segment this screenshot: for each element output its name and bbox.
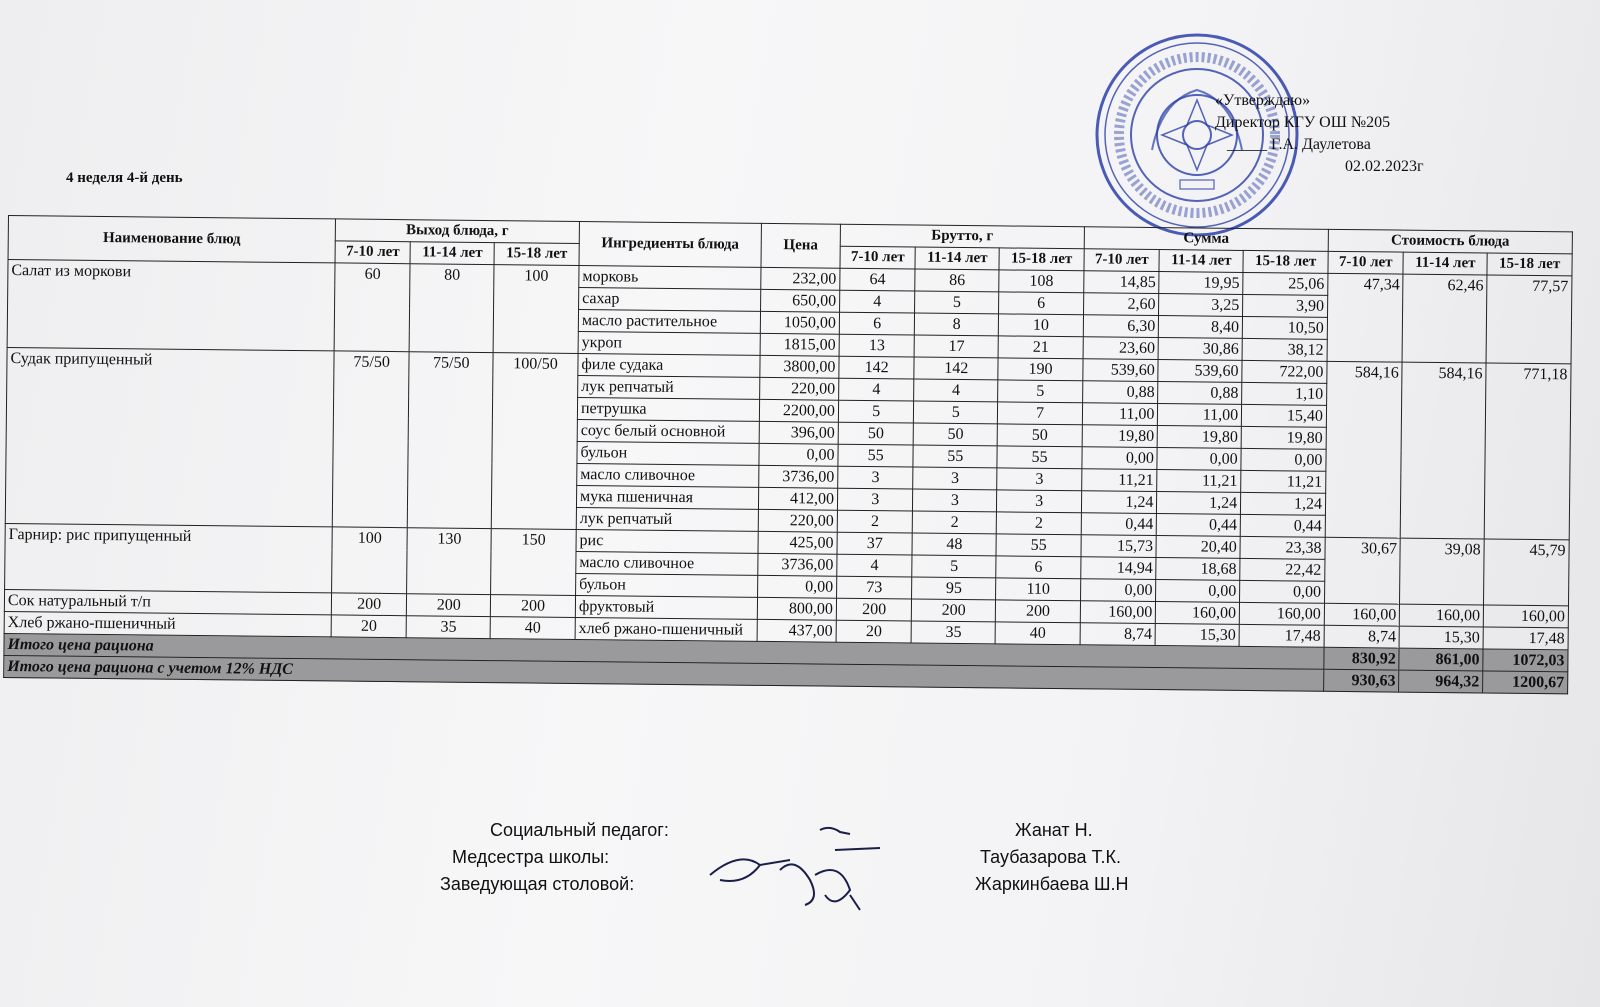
header-sum-age1: 7-10 лет bbox=[1084, 249, 1160, 272]
ingredient-brutto: 55 bbox=[913, 445, 997, 468]
ingredient-brutto: 3 bbox=[913, 489, 997, 512]
ingredient-sum: 0,00 bbox=[1080, 579, 1156, 602]
ingredient-sum: 539,60 bbox=[1083, 359, 1159, 382]
ingredient-name: рис bbox=[576, 529, 758, 553]
total-label: Итого цена рациона с учетом 12% НДС bbox=[4, 655, 1324, 691]
ingredient-sum: 160,00 bbox=[1156, 602, 1240, 625]
ingredient-sum: 15,73 bbox=[1081, 535, 1157, 558]
ingredient-name: бульон bbox=[577, 441, 759, 465]
ingredient-price: 3736,00 bbox=[758, 553, 837, 576]
ingredient-brutto: 110 bbox=[996, 578, 1081, 601]
ingredient-brutto: 73 bbox=[837, 576, 913, 599]
ingredient-brutto: 50 bbox=[838, 422, 914, 445]
ingredient-sum: 38,12 bbox=[1242, 338, 1327, 361]
ingredient-brutto: 3 bbox=[837, 488, 913, 511]
ingredient-sum: 25,06 bbox=[1243, 272, 1328, 295]
ingredient-brutto: 13 bbox=[839, 334, 915, 357]
dish-name: Судак припущенный bbox=[5, 347, 334, 526]
ingredient-brutto: 142 bbox=[914, 357, 998, 380]
ingredient-brutto: 200 bbox=[912, 599, 996, 622]
ingredient-price: 425,00 bbox=[758, 531, 837, 554]
ingredient-brutto: 95 bbox=[912, 577, 996, 600]
ingredient-brutto: 40 bbox=[995, 622, 1080, 645]
ingredient-brutto: 5 bbox=[914, 401, 998, 424]
approval-date: 02.02.2023г bbox=[1345, 158, 1424, 175]
signature-role: Заведующая столовой: bbox=[440, 874, 635, 894]
ingredient-brutto: 6 bbox=[999, 292, 1084, 315]
ingredient-price: 1050,00 bbox=[760, 311, 839, 334]
ingredient-sum: 1,24 bbox=[1241, 492, 1326, 515]
ingredient-name: укроп bbox=[578, 331, 760, 355]
ingredient-brutto: 5 bbox=[912, 555, 996, 578]
ingredient-sum: 10,50 bbox=[1242, 316, 1327, 339]
ingredient-price: 396,00 bbox=[759, 421, 838, 444]
ingredient-brutto: 37 bbox=[837, 532, 913, 555]
dish-name: Салат из моркови bbox=[7, 260, 335, 351]
ingredient-sum: 0,00 bbox=[1241, 448, 1326, 471]
ingredient-price: 412,00 bbox=[758, 487, 837, 510]
ingredient-name: лук репчатый bbox=[576, 507, 758, 531]
ingredient-brutto: 142 bbox=[839, 356, 915, 379]
ingredient-brutto: 55 bbox=[997, 446, 1082, 469]
ingredient-sum: 0,00 bbox=[1157, 448, 1241, 471]
ingredient-sum: 19,80 bbox=[1158, 426, 1242, 449]
dish-cost: 584,16 bbox=[1401, 362, 1487, 539]
ingredient-name: бульон bbox=[576, 573, 758, 597]
ingredient-sum: 0,44 bbox=[1240, 514, 1325, 537]
ingredient-price: 0,00 bbox=[758, 575, 837, 598]
ingredient-sum: 8,40 bbox=[1159, 316, 1243, 339]
ingredient-sum: 722,00 bbox=[1242, 360, 1327, 383]
dish-cost: 17,48 bbox=[1483, 627, 1568, 650]
ingredient-price: 437,00 bbox=[757, 619, 836, 642]
header-sum: Сумма bbox=[1084, 227, 1328, 252]
dish-yield: 100 bbox=[493, 265, 579, 354]
dish-cost: 62,46 bbox=[1402, 274, 1487, 363]
total-value: 1072,03 bbox=[1483, 649, 1568, 672]
ingredient-name: петрушка bbox=[577, 397, 759, 421]
ingredient-price: 232,00 bbox=[761, 267, 840, 290]
dish-yield: 100 bbox=[332, 527, 408, 594]
day-title: 4 неделя 4-й день bbox=[66, 170, 183, 186]
ingredient-sum: 14,94 bbox=[1081, 557, 1157, 580]
dish-yield: 200 bbox=[491, 595, 576, 618]
dish-yield: 40 bbox=[490, 617, 575, 640]
ingredient-name: масло растительное bbox=[578, 309, 760, 333]
header-brutto-age3: 15-18 лет bbox=[999, 248, 1084, 271]
ingredient-name: филе судака bbox=[578, 353, 760, 377]
header-cost-age3: 15-18 лет bbox=[1487, 253, 1572, 276]
ingredient-sum: 2,60 bbox=[1083, 293, 1159, 316]
ingredient-sum: 1,10 bbox=[1242, 382, 1327, 405]
ingredient-price: 220,00 bbox=[758, 509, 837, 532]
header-price: Цена bbox=[761, 223, 840, 268]
dish-yield: 130 bbox=[407, 528, 491, 595]
ingredient-sum: 6,30 bbox=[1083, 315, 1159, 338]
ingredient-sum: 0,00 bbox=[1156, 580, 1240, 603]
ingredient-brutto: 3 bbox=[997, 468, 1082, 491]
dish-cost: 160,00 bbox=[1483, 605, 1568, 628]
signature-name: Жаркинбаева Ш.Н bbox=[975, 874, 1129, 894]
ingredient-sum: 19,80 bbox=[1082, 425, 1158, 448]
ingredient-sum: 22,42 bbox=[1240, 558, 1325, 581]
header-cost-age2: 11-14 лет bbox=[1403, 252, 1487, 275]
ingredient-brutto: 4 bbox=[839, 378, 915, 401]
ingredient-sum: 160,00 bbox=[1239, 602, 1324, 625]
menu-body bbox=[4, 260, 1572, 694]
total-value: 1200,67 bbox=[1483, 671, 1568, 694]
ingredient-brutto: 3 bbox=[913, 467, 997, 490]
ingredient-brutto: 64 bbox=[840, 268, 916, 291]
ingredient-sum: 20,40 bbox=[1156, 536, 1240, 559]
ingredient-brutto: 2 bbox=[837, 510, 913, 533]
ingredient-brutto: 5 bbox=[998, 380, 1083, 403]
ingredient-brutto: 17 bbox=[915, 335, 999, 358]
ingredient-sum: 23,60 bbox=[1083, 337, 1159, 360]
ingredient-sum: 14,85 bbox=[1084, 271, 1160, 294]
dish-yield: 150 bbox=[491, 529, 576, 596]
ingredient-brutto: 5 bbox=[838, 400, 914, 423]
ingredient-sum: 15,40 bbox=[1242, 404, 1327, 427]
dish-cost: 77,57 bbox=[1486, 275, 1572, 364]
header-cost-age1: 7-10 лет bbox=[1328, 251, 1404, 274]
ingredient-name: лук репчатый bbox=[578, 375, 760, 399]
ingredient-sum: 30,86 bbox=[1158, 338, 1242, 361]
ingredient-sum: 0,44 bbox=[1157, 514, 1241, 537]
header-dish: Наименование блюд bbox=[8, 216, 335, 263]
ingredient-brutto: 8 bbox=[915, 313, 999, 336]
ingredient-brutto: 2 bbox=[913, 511, 997, 534]
dish-yield: 35 bbox=[407, 616, 491, 639]
ingredient-sum: 160,00 bbox=[1080, 601, 1156, 624]
ingredient-brutto: 108 bbox=[999, 270, 1084, 293]
ingredient-brutto: 3 bbox=[997, 490, 1082, 513]
signature-name: Жанат Н. bbox=[1015, 820, 1093, 840]
ingredient-brutto: 20 bbox=[836, 620, 912, 643]
dish-yield: 20 bbox=[331, 615, 407, 638]
dish-cost: 47,34 bbox=[1327, 273, 1403, 362]
dish-yield: 200 bbox=[331, 593, 407, 616]
dish-cost: 45,79 bbox=[1484, 539, 1570, 606]
header-brutto: Брутто, г bbox=[840, 224, 1084, 249]
ingredient-brutto: 50 bbox=[997, 424, 1082, 447]
ingredient-price: 1815,00 bbox=[760, 333, 839, 356]
ingredient-price: 3736,00 bbox=[759, 465, 838, 488]
ingredient-brutto: 7 bbox=[998, 402, 1083, 425]
dish-cost: 160,00 bbox=[1324, 603, 1400, 626]
ingredient-name: масло сливочное bbox=[576, 551, 758, 575]
dish-cost: 39,08 bbox=[1400, 538, 1484, 605]
ingredient-name: фруктовый bbox=[575, 595, 757, 619]
total-value: 861,00 bbox=[1399, 648, 1483, 671]
approval-block bbox=[1215, 90, 1424, 178]
ingredient-sum: 539,60 bbox=[1158, 360, 1242, 383]
ingredient-sum: 1,24 bbox=[1081, 491, 1157, 514]
menu-table bbox=[3, 215, 1573, 694]
ingredient-brutto: 5 bbox=[915, 291, 999, 314]
header-sum-age3: 15-18 лет bbox=[1243, 250, 1328, 273]
ingredient-price: 0,00 bbox=[759, 443, 838, 466]
dish-cost: 160,00 bbox=[1400, 604, 1484, 627]
ingredient-sum: 3,25 bbox=[1159, 294, 1243, 317]
ingredient-brutto: 4 bbox=[837, 554, 913, 577]
signature-name: Таубазарова Т.К. bbox=[980, 847, 1122, 867]
ingredient-name: соус белый основной bbox=[577, 419, 759, 443]
ingredient-name: масло сливочное bbox=[577, 463, 759, 487]
header-cost: Стоимость блюда bbox=[1328, 229, 1572, 254]
ingredient-price: 3800,00 bbox=[760, 355, 839, 378]
dish-cost: 15,30 bbox=[1399, 626, 1483, 649]
ingredient-sum: 15,30 bbox=[1155, 624, 1239, 647]
ingredient-brutto: 86 bbox=[915, 269, 999, 292]
ingredient-brutto: 48 bbox=[912, 533, 996, 556]
dish-name: Сок натуральный т/п bbox=[4, 589, 331, 614]
ingredient-sum: 8,74 bbox=[1080, 623, 1156, 646]
ingredient-brutto: 55 bbox=[838, 444, 914, 467]
ingredient-sum: 11,21 bbox=[1241, 470, 1326, 493]
ingredient-sum: 0,00 bbox=[1240, 580, 1325, 603]
header-yield-age2: 11-14 лет bbox=[410, 242, 494, 265]
ingredient-sum: 11,21 bbox=[1157, 470, 1241, 493]
header-yield: Выход блюда, г bbox=[335, 219, 579, 244]
ingredient-sum: 11,21 bbox=[1082, 469, 1158, 492]
ingredient-brutto: 55 bbox=[996, 534, 1081, 557]
total-value: 830,92 bbox=[1324, 647, 1400, 670]
ingredient-brutto: 21 bbox=[998, 336, 1083, 359]
ingredient-price: 220,00 bbox=[760, 377, 839, 400]
dish-cost: 771,18 bbox=[1484, 363, 1571, 540]
ingredient-sum: 3,90 bbox=[1243, 294, 1328, 317]
ingredient-brutto: 4 bbox=[840, 290, 916, 313]
ingredient-brutto: 200 bbox=[836, 598, 912, 621]
ingredient-price: 800,00 bbox=[757, 597, 836, 620]
approval-name: _____ Г.А. Даулетова bbox=[1227, 136, 1371, 153]
ingredient-sum: 1,24 bbox=[1157, 492, 1241, 515]
ingredient-brutto: 50 bbox=[914, 423, 998, 446]
dish-yield: 75/50 bbox=[408, 352, 494, 529]
signature-role: Социальный педагог: bbox=[490, 820, 669, 840]
dish-cost: 584,16 bbox=[1325, 361, 1402, 538]
ingredient-brutto: 4 bbox=[914, 379, 998, 402]
ingredient-sum: 19,95 bbox=[1159, 272, 1243, 295]
header-yield-age3: 15-18 лет bbox=[494, 243, 579, 266]
signature-scribble-icon bbox=[700, 820, 890, 920]
ingredient-sum: 0,88 bbox=[1083, 381, 1159, 404]
dish-yield: 80 bbox=[410, 264, 495, 353]
dish-name: Гарнир: рис припущенный bbox=[5, 523, 333, 592]
ingredient-brutto: 200 bbox=[995, 600, 1080, 623]
total-value: 930,63 bbox=[1324, 669, 1400, 692]
signature-role: Медсестра школы: bbox=[452, 847, 610, 867]
header-ingredients: Ингредиенты блюда bbox=[579, 221, 761, 267]
ingredient-brutto: 6 bbox=[996, 556, 1081, 579]
dish-name: Хлеб ржано-пшеничный bbox=[4, 611, 331, 636]
dish-yield: 100/50 bbox=[491, 353, 578, 530]
dish-cost: 8,74 bbox=[1324, 625, 1400, 648]
ingredient-name: морковь bbox=[579, 265, 761, 289]
ingredient-name: сахар bbox=[579, 287, 761, 311]
header-sum-age2: 11-14 лет bbox=[1159, 250, 1243, 273]
ingredient-sum: 11,00 bbox=[1082, 403, 1158, 426]
ingredient-price: 650,00 bbox=[761, 289, 840, 312]
ingredient-sum: 11,00 bbox=[1158, 404, 1242, 427]
total-value: 964,32 bbox=[1399, 670, 1483, 693]
ingredient-brutto: 6 bbox=[839, 312, 915, 335]
ingredient-sum: 0,00 bbox=[1082, 447, 1158, 470]
ingredient-name: мука пшеничная bbox=[576, 485, 758, 509]
dish-yield: 75/50 bbox=[332, 351, 409, 528]
ingredient-price: 2200,00 bbox=[759, 399, 838, 422]
total-label: Итого цена рациона bbox=[4, 633, 1324, 669]
ingredient-sum: 0,44 bbox=[1081, 513, 1157, 536]
ingredient-brutto: 190 bbox=[998, 358, 1083, 381]
dish-yield: 60 bbox=[334, 263, 410, 352]
ingredient-sum: 17,48 bbox=[1239, 624, 1324, 647]
approval-director: Директор КГУ ОШ №205 bbox=[1215, 114, 1391, 131]
ingredient-sum: 19,80 bbox=[1241, 426, 1326, 449]
dish-cost: 30,67 bbox=[1324, 537, 1400, 604]
ingredient-name: хлеб ржано-пшеничный bbox=[575, 617, 757, 641]
ingredient-sum: 0,88 bbox=[1158, 382, 1242, 405]
header-brutto-age1: 7-10 лет bbox=[840, 246, 916, 269]
ingredient-brutto: 3 bbox=[838, 466, 914, 489]
dish-yield: 200 bbox=[407, 594, 491, 617]
header-brutto-age2: 11-14 лет bbox=[915, 247, 999, 270]
ingredient-brutto: 35 bbox=[912, 621, 996, 644]
ingredient-brutto: 2 bbox=[996, 512, 1081, 535]
ingredient-sum: 23,38 bbox=[1240, 536, 1325, 559]
header-yield-age1: 7-10 лет bbox=[335, 241, 411, 264]
ingredient-brutto: 10 bbox=[998, 314, 1083, 337]
approval-heading: «Утверждаю» bbox=[1215, 92, 1311, 109]
ingredient-sum: 18,68 bbox=[1156, 558, 1240, 581]
